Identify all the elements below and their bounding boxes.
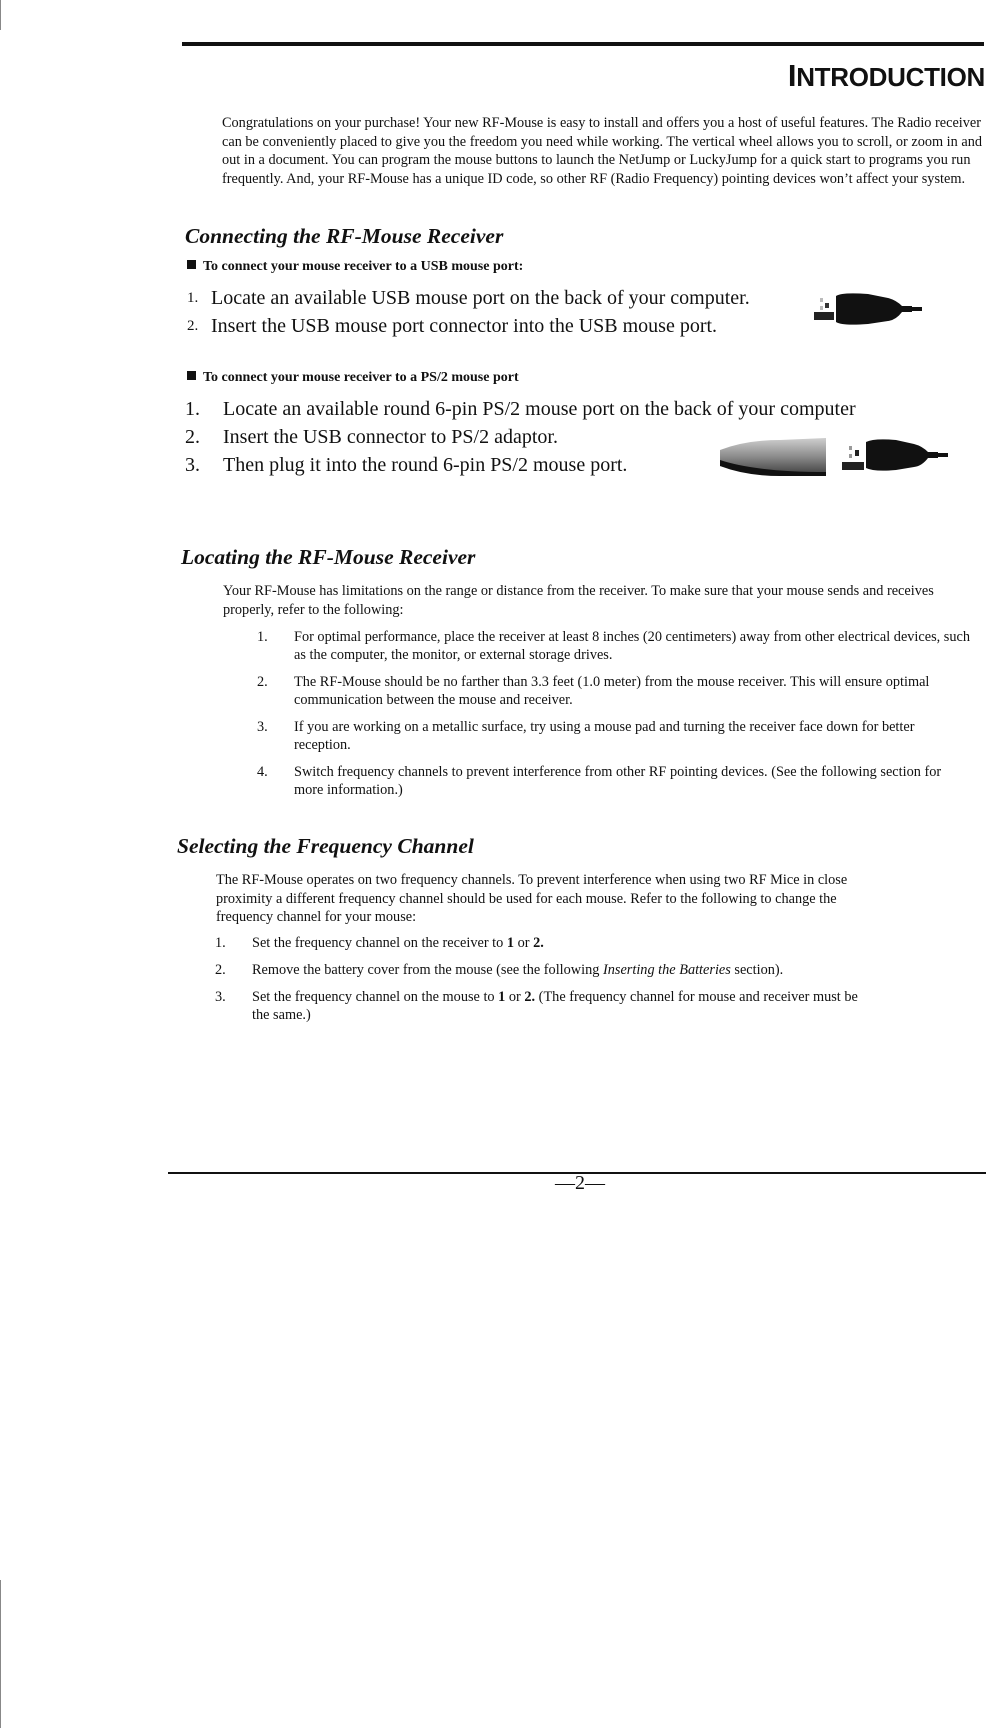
step-number: 2. <box>187 318 199 334</box>
page-title-rest: NTRODUCTION <box>796 62 985 92</box>
step-text-part: (The frequency channel for mouse and receiver must be the same.) <box>252 989 858 1023</box>
step-text-part: Set the frequency channel on the receiver to <box>252 935 507 951</box>
list-item <box>257 763 972 799</box>
step-text: For optimal performance, place the receiver at least 8 inches (20 centimeters) away from other electrical devices, such as the computer, the monitor, or external storage drives. <box>294 629 971 663</box>
step-text: Switch frequency channels to prevent interference from other RF pointing devices. (See the following section for more information.) <box>294 764 942 798</box>
step-number: 1. <box>215 935 226 951</box>
step-number: 3. <box>215 989 226 1005</box>
step-text-part: or <box>505 989 525 1005</box>
step-number: 2. <box>185 426 200 448</box>
list-item <box>185 396 915 424</box>
step-text-part: Set the frequency channel on the mouse to <box>252 989 499 1005</box>
section-heading-connecting: Connecting the RF-Mouse Receiver <box>185 224 504 248</box>
step-text-part: or <box>514 935 534 951</box>
step-text: If you are working on a metallic surface, try using a mouse pad and turning the receiver face down for better reception. <box>294 719 915 753</box>
step-number: 4. <box>257 764 268 780</box>
bullet-square-icon <box>187 371 196 380</box>
step-text <box>252 989 858 1023</box>
step-number: 3. <box>257 719 268 735</box>
locating-steps-list <box>257 628 972 799</box>
page-title <box>788 58 985 94</box>
usb-bullet-heading <box>187 259 523 275</box>
frequency-steps-list <box>215 934 875 1024</box>
step-text: Locate an available round 6-pin PS/2 mouse port on the back of your computer <box>223 398 856 420</box>
step-number: 1. <box>185 398 200 420</box>
list-item <box>257 628 972 664</box>
bullet-square-icon <box>187 260 196 269</box>
step-number: 2. <box>257 674 268 690</box>
ps2-bullet-text: To connect your mouse receiver to a PS/2 mouse port <box>203 370 519 385</box>
channel-value: 1 <box>506 935 515 951</box>
list-item <box>215 934 875 952</box>
frequency-intro: The RF-Mouse operates on two frequency channels. To prevent interference when using two RF Mice in close proximity a different frequency channel should be used for each mouse. Refer to the following to change the frequency channel for your mouse: <box>216 872 848 925</box>
step-number: 2. <box>215 962 226 978</box>
channel-value: 2. <box>533 935 544 951</box>
ps2-bullet-heading <box>187 370 519 386</box>
section-heading-locating: Locating the RF-Mouse Receiver <box>181 545 476 569</box>
intro-paragraph: Congratulations on your purchase! Your new RF-Mouse is easy to install and offers you a host of useful features. The Radio receiver can be conveniently placed to give you the freedom you need while working. The vertical wheel allows you to scroll, or zoom in and out in a document. You can program the mouse buttons to launch the NetJump or LuckyJump for a quick start to programs you run frequently. And, your RF-Mouse has a unique ID code, so other RF (Radio Frequency) pointing devices won’t affect your system. <box>222 115 983 187</box>
step-text: Insert the USB connector to PS/2 adaptor. <box>223 426 558 448</box>
step-text: Insert the USB mouse port connector into the USB mouse port. <box>211 315 718 337</box>
list-item <box>257 673 972 709</box>
step-text: Then plug it into the round 6-pin PS/2 mouse port. <box>223 454 628 476</box>
step-number: 1. <box>187 290 199 306</box>
list-item <box>257 718 972 754</box>
locating-intro: Your RF-Mouse has limitations on the range or distance from the receiver. To make sure that your mouse sends and receives properly, refer to the following: <box>223 583 934 618</box>
ps2-adaptor-icon <box>716 432 966 482</box>
scan-edge-mark <box>0 0 1 30</box>
list-item <box>187 285 807 313</box>
page-number: —2— <box>555 1172 605 1194</box>
list-item <box>215 961 875 979</box>
usb-steps-list <box>187 285 807 339</box>
step-text-part: Remove the battery cover from the mouse (see the following <box>252 962 603 978</box>
section-reference: Inserting the Batteries <box>602 962 731 978</box>
step-text: The RF-Mouse should be no farther than 3.3 feet (1.0 meter) from the mouse receiver. This will ensure optimal communication between the mouse and receiver. <box>294 674 930 708</box>
channel-value: 1 <box>498 989 506 1005</box>
step-text <box>252 935 544 951</box>
step-text-part: section). <box>730 962 784 978</box>
channel-value: 2. <box>524 989 536 1005</box>
step-text: Locate an available USB mouse port on the back of your computer. <box>211 287 750 309</box>
usb-connector-icon <box>808 290 948 330</box>
step-number: 3. <box>185 454 200 476</box>
page-title-initial: I <box>787 58 797 93</box>
list-item <box>187 313 807 339</box>
header-rule <box>182 42 984 46</box>
step-number: 1. <box>257 629 268 645</box>
section-heading-frequency: Selecting the Frequency Channel <box>177 834 474 858</box>
step-text <box>252 962 783 978</box>
usb-bullet-text: To connect your mouse receiver to a USB mouse port: <box>203 259 524 274</box>
list-item <box>215 988 875 1024</box>
scan-edge-mark <box>0 1580 1 1728</box>
